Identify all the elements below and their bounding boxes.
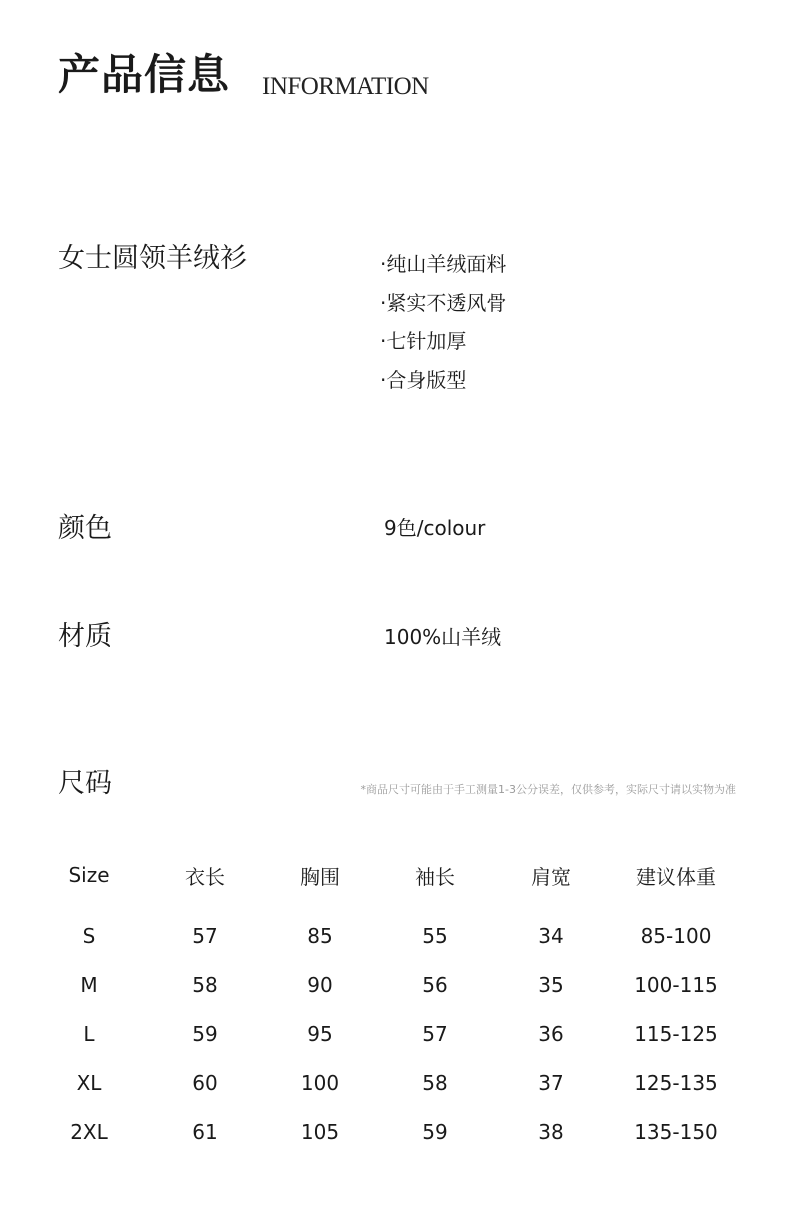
- product-name: 女士圆领羊绒衫: [58, 243, 247, 274]
- table-cell: 85-100: [640, 923, 712, 948]
- column-header-length: 衣长: [185, 864, 225, 889]
- page-title: 产品信息: [58, 50, 231, 99]
- table-cell: 2XL: [70, 1119, 108, 1144]
- table-cell: 58: [192, 972, 218, 997]
- table-cell: M: [80, 972, 98, 997]
- table-cell: 35: [538, 972, 564, 997]
- column-header-sleeve: 袖长: [415, 864, 455, 889]
- material-value: 100%山羊绒: [384, 625, 502, 649]
- table-cell: 60: [192, 1070, 218, 1095]
- table-cell: XL: [76, 1070, 102, 1095]
- table-cell: 36: [538, 1021, 564, 1046]
- table-cell: 90: [307, 972, 333, 997]
- column-header-weight: 建议体重: [636, 864, 716, 889]
- table-cell: 100-115: [634, 972, 718, 997]
- table-cell: 135-150: [634, 1119, 718, 1144]
- feature-item: ·合身版型: [380, 367, 467, 392]
- table-cell: 95: [307, 1021, 333, 1046]
- feature-item: ·纯山羊绒面料: [380, 252, 507, 276]
- feature-list: [380, 245, 506, 399]
- color-label: 颜色: [58, 513, 112, 544]
- table-cell: 61: [192, 1119, 218, 1144]
- spacer-cell: [30, 900, 742, 911]
- table-cell: 105: [300, 1119, 340, 1144]
- table-cell: 57: [192, 923, 218, 948]
- column-header-shoulder: 肩宽: [531, 864, 571, 889]
- table-row: [30, 960, 742, 1009]
- feature-item: ·七针加厚: [380, 329, 467, 353]
- table-row: [30, 1009, 742, 1058]
- table-cell: 58: [422, 1070, 448, 1095]
- table-cell: 85: [307, 923, 333, 948]
- table-cell: L: [83, 1021, 95, 1046]
- size-table: [30, 850, 742, 1156]
- column-header-size: Size: [68, 863, 110, 887]
- table-row: [30, 1058, 742, 1107]
- table-cell: 34: [538, 923, 564, 948]
- table-cell: 56: [422, 972, 448, 997]
- table-header-row: [30, 850, 742, 900]
- table-cell: 59: [192, 1021, 218, 1046]
- page-subtitle: INFORMATION: [262, 73, 429, 100]
- color-value: 9色/colour: [384, 516, 486, 540]
- size-label: 尺码: [58, 768, 112, 799]
- table-row: [30, 1107, 742, 1156]
- table-spacer: [30, 900, 742, 911]
- feature-item: ·紧实不透风骨: [380, 290, 507, 315]
- table-cell: 38: [538, 1119, 564, 1144]
- material-label: 材质: [58, 621, 112, 652]
- measurement-note: *商品尺寸可能由于手工测量1-3公分误差，仅供参考，实际尺寸请以实物为准: [360, 783, 736, 796]
- table-cell: 57: [422, 1021, 448, 1046]
- table-cell: 55: [422, 923, 448, 948]
- table-cell: 100: [300, 1070, 340, 1095]
- table-row: [30, 911, 742, 960]
- column-header-chest: 胸围: [300, 864, 340, 889]
- table-cell: 115-125: [634, 1021, 718, 1046]
- table-cell: 125-135: [634, 1070, 718, 1095]
- table-cell: S: [82, 923, 96, 948]
- table-cell: 37: [538, 1070, 564, 1095]
- table-cell: 59: [422, 1119, 448, 1144]
